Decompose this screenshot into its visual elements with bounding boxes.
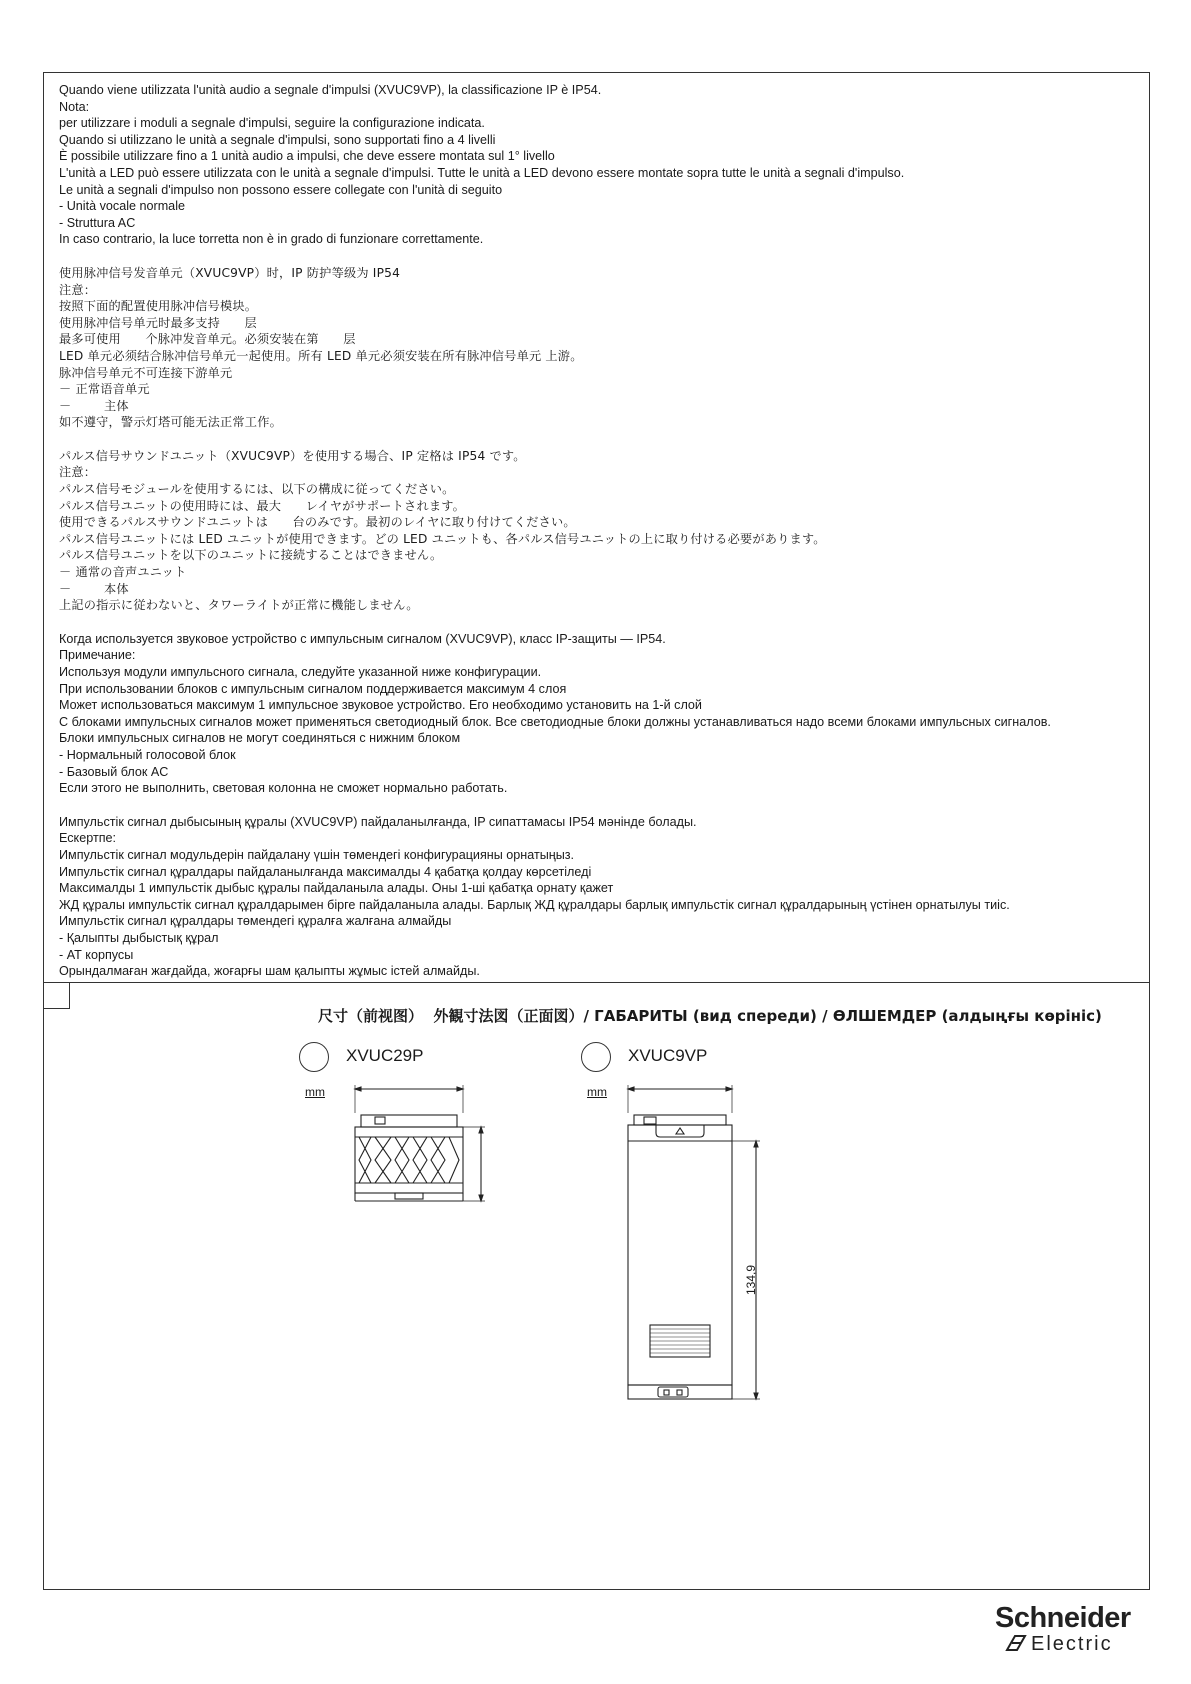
note-line: パルス信号ユニットを以下のユニットに接続することはできません。 (59, 548, 443, 563)
note-line: LED 单元必须结合脉冲信号单元一起使用。所有 LED 单元必须安装在所有脉冲信号单元 上游。 (59, 348, 583, 363)
note-line: パルス信号ユニットの使用時には、最大 レイヤがサポートされます。 (59, 498, 466, 513)
note-line: ЖД құралы импульстік сигнал құралдарымен бірге пайдаланыла алады. Барлық ЖД құралдары барлық импульстік сигнал құралдарының үстінен орнатылуы тиіс. (59, 897, 1010, 912)
logo-line2: Electric (1031, 1633, 1113, 1655)
notes-italian (59, 82, 1139, 248)
dimensions-title: 尺寸（前视图） 外観寸法図（正面図）/ ГАБАРИТЫ (вид спереди) / ӨЛШЕМДЕР (алдыңғы көрініс) (318, 1007, 1102, 1025)
note-line: In caso contrario, la luce torretta non è in grado di funzionare correttamente. (59, 232, 484, 247)
note-line: - Нормальный голосовой блок (59, 747, 236, 762)
note-line: - Қалыпты дыбыстық құрал (59, 930, 219, 945)
note-line: L'unità a LED può essere utilizzata con le unità a segnale d'impulsi. Tutte le unità a LED devono essere montate sopra tutte le unità a segnali d'impulso. (59, 165, 905, 180)
note-line: パルス信号サウンドユニット（XVUC9VP）を使用する場合、IP 定格は IP54 です。 (59, 448, 526, 463)
note-line: È possibile utilizzare fino a 1 unità audio a impulsi, che deve essere montata sul 1° livello (59, 149, 555, 164)
schneider-electric-logo (995, 1602, 1155, 1662)
note-line: Импульстік сигнал құралдары төмендегі құралға жалғана алмайды (59, 914, 452, 929)
product-name: XVUC9VP (628, 1046, 708, 1065)
note-line: 上記の指示に従わないと、タワーライトが正常に機能しません。 (59, 598, 419, 613)
notes-chinese (59, 265, 1139, 431)
note-line: - Unità vocale normale (59, 199, 185, 214)
note-line: － 正常语音单元 (59, 382, 150, 397)
note-line: Импульстік сигнал құралдары пайдаланылғанда максималды 4 қабатқа қолдау көрсетіледі (59, 864, 592, 879)
note-line: パルス信号ユニットには LED ユニットが使用できます。どの LED ユニットも、各パルス信号ユニットの上に取り付ける必要があります。 (59, 531, 826, 546)
note-line: 注意： (59, 465, 97, 480)
notes-section (59, 82, 1139, 997)
note-line: 脉冲信号单元不可连接下游单元 (59, 365, 233, 380)
note-line: Максималды 1 импульстік дыбыс құралы пайдаланыла алады. Оны 1-ші қабатқа орнату қажет (59, 881, 614, 896)
note-line: 如不遵守，警示灯塔可能无法正常工作。 (59, 415, 282, 430)
note-line: 按照下面的配置使用脉冲信号模块。 (59, 299, 258, 314)
product-circle (299, 1042, 329, 1072)
note-line: － 主体 (59, 398, 129, 413)
logo-mark-icon (1003, 1634, 1029, 1652)
height-dimension-label: 134,9 (744, 1264, 758, 1295)
note-line: 使用できるパルスサウンドユニットは 台のみです。最初のレイヤに取り付けてください。 (59, 515, 576, 530)
product-name: XVUC29P (346, 1046, 424, 1065)
note-line: Quando si utilizzano le unità a segnale d'impulsi, sono supportati fino a 4 livelli (59, 132, 496, 147)
note-line: Quando viene utilizzata l'unità audio a segnale d'impulsi (XVUC9VP), la classificazione IP è IP54. (59, 83, 602, 97)
note-line: 最多可使用 个脉冲发音单元。必须安装在第 层 (59, 332, 356, 347)
note-line: － 本体 (59, 581, 129, 596)
note-line: Le unità a segnali d'impulso non possono essere collegate con l'unità di seguito (59, 182, 503, 197)
note-line: Орындалмаған жағдайда, жоғарғы шам қалыпты жұмыс істей алмайды. (59, 964, 480, 979)
unit-label: mm (305, 1085, 325, 1099)
note-line: per utilizzare i moduli a segnale d'impulsi, seguire la configurazione indicata. (59, 116, 485, 131)
note-line: Nota: (59, 99, 90, 114)
notes-russian (59, 631, 1139, 797)
note-line: При использовании блоков с импульсным сигналом поддерживается максимум 4 слоя (59, 681, 567, 696)
note-line: Примечание: (59, 648, 136, 663)
note-line: Блоки импульсных сигналов не могут соединяться с нижним блоком (59, 731, 461, 746)
note-line: С блоками импульсных сигналов может применяться светодиодный блок. Все светодиодные блоки должны устанавливаться надо всеми блоками импульсных сигналов. (59, 714, 1051, 729)
product-circle (581, 1042, 611, 1072)
note-line: - Struttura AC (59, 215, 136, 230)
note-line: パルス信号モジュールを使用するには、以下の構成に従ってください。 (59, 482, 455, 497)
note-line: Когда используется звуковое устройство с импульсным сигналом (XVUC9VP), класс IP-защиты — IP54. (59, 631, 666, 646)
note-line: Может использоваться максимум 1 импульсное звуковое устройство. Его необходимо установить на 1-й слой (59, 698, 702, 713)
unit-label: mm (587, 1085, 607, 1099)
note-line: Импульстік сигнал модульдерін пайдалану үшін төмендегі конфигурацияны орнатыңыз. (59, 847, 575, 862)
logo-line1: Schneider (995, 1602, 1131, 1634)
note-line: Импульстік сигнал дыбысының құралы (XVUC9VP) пайдаланылғанда, IP сипаттамасы IP54 мәнінде болады. (59, 814, 697, 829)
notes-japanese (59, 448, 1139, 614)
note-line: Используя модули импульсного сигнала, следуйте указанной ниже конфигурации. (59, 665, 542, 679)
note-line: - АТ корпусы (59, 947, 134, 962)
note-line: Ескертпе: (59, 831, 117, 846)
note-line: 注意： (59, 282, 97, 297)
note-line: 使用脉冲信号发音单元（XVUC9VP）时，IP 防护等级为 IP54 (59, 265, 401, 280)
xvuc29p-drawing (345, 1085, 505, 1235)
note-line: － 通常の音声ユニット (59, 565, 187, 580)
notes-kazakh (59, 814, 1139, 980)
xvuc9vp-drawing (620, 1085, 780, 1415)
note-line: Если этого не выполнить, световая колонна не сможет нормально работать. (59, 781, 508, 796)
note-line: 使用脉冲信号单元时最多支持 层 (59, 315, 257, 330)
note-line: - Базовый блок AC (59, 764, 169, 779)
